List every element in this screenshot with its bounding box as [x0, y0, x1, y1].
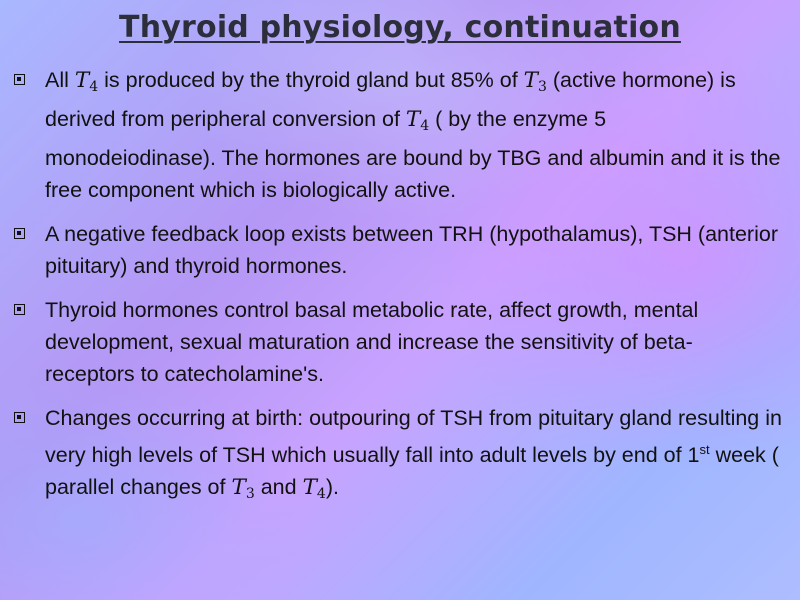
math-var: [303, 475, 326, 500]
math-var: [406, 107, 429, 132]
slide-title: Thyroid physiology, continuation: [119, 10, 681, 45]
math-var: [231, 475, 254, 500]
math-symbol: T: [74, 68, 90, 93]
text-run: is produced by the thyroid gland but 85% of: [98, 68, 524, 92]
text-run: (active hormone) is derived from peripheral conversion of: [45, 68, 736, 131]
math-symbol: T: [302, 475, 317, 500]
bullet-text-4: [45, 402, 782, 510]
text-run: ).: [325, 475, 339, 499]
math-subscript: 4: [420, 118, 430, 134]
math-symbol: T: [523, 68, 538, 93]
text-run: week ( parallel changes of: [45, 443, 779, 499]
square-bullet-icon: [14, 412, 25, 423]
bullet-text-2: A negative feedback loop exists between TRH (hypothalamus), TSH (anterior pituitary) and thyroid hormones.: [45, 222, 778, 278]
superscript: st: [699, 442, 710, 457]
text-run: All: [45, 68, 75, 92]
math-var: [524, 68, 547, 93]
math-subscript: 3: [245, 486, 255, 502]
math-symbol: T: [231, 475, 246, 500]
text-run: Changes occurring at birth: outpouring of TSH from pituitary gland resulting in very high levels of TSH which usually fall into adult levels by end of 1: [45, 406, 782, 467]
bullet-item-4: [12, 402, 782, 510]
math-var: [75, 68, 98, 93]
math-subscript: 3: [537, 79, 547, 95]
bullet-list: [12, 64, 782, 522]
math-subscript: 4: [316, 486, 326, 502]
bullet-item-1: [12, 64, 782, 206]
text-run: ( by the enzyme 5 monodeiodinase). The hormones are bound by TBG and albumin and it is the free component which is biologically active.: [45, 107, 781, 202]
bullet-text-3: Thyroid hormones control basal metabolic rate, affect growth, mental development, sexual maturation and increase the sensitivity of beta-receptors to catecholamine's.: [45, 298, 699, 386]
text-run: and: [254, 475, 303, 499]
math-symbol: T: [405, 107, 421, 132]
bullet-item-3: [12, 294, 782, 390]
square-bullet-icon: [14, 74, 25, 85]
square-bullet-icon: [14, 228, 25, 239]
bullet-item-2: [12, 218, 782, 282]
bullet-text-1: [45, 64, 782, 206]
math-subscript: 4: [89, 79, 99, 95]
square-bullet-icon: [14, 304, 25, 315]
